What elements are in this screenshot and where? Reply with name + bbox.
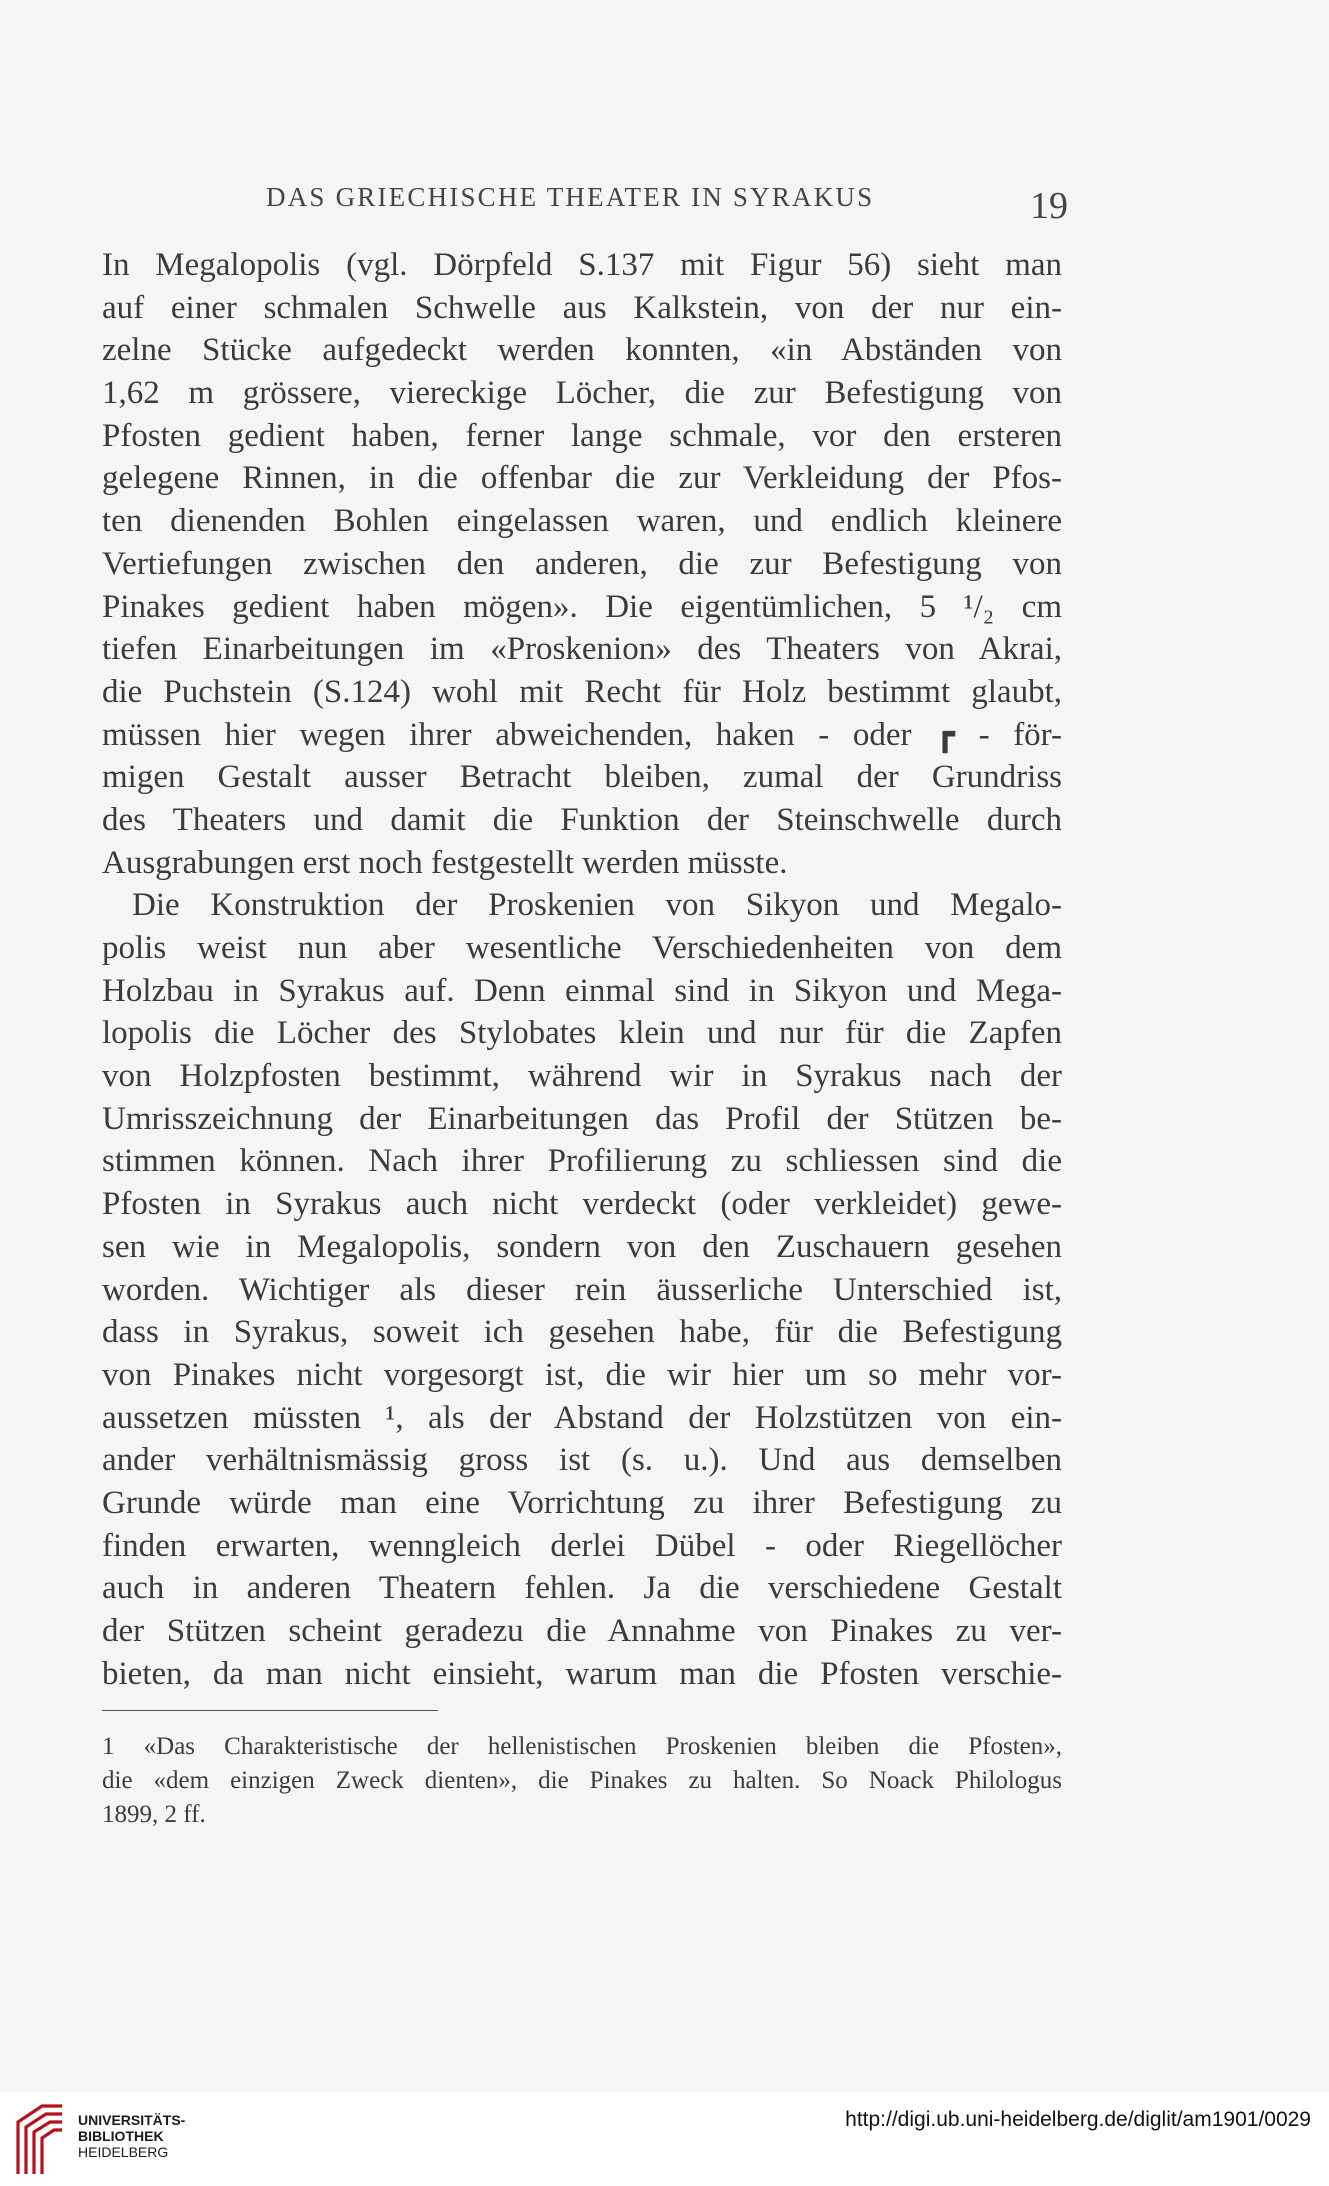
footnote-line: die «dem einzigen Zweck dienten», die Pinakes zu halten. So Noack Philologus: [102, 1767, 1062, 1794]
digitization-footer: [0, 2092, 1329, 2186]
library-name-line: UNIVERSITÄTS-: [78, 2112, 186, 2128]
text-line: Ausgrabungen erst noch festgestellt werden müsste.: [102, 844, 788, 881]
text-line: worden. Wichtiger als dieser rein äusserliche Unterschied ist,: [102, 1271, 1062, 1308]
footnotes: [102, 1730, 1062, 1832]
text-line: aussetzen müssten ¹, als der Abstand der Holzstützen von ein-: [102, 1399, 1062, 1436]
text-line: Pfosten gedient haben, ferner lange schmale, vor den ersteren: [102, 417, 1062, 454]
body-text: [102, 244, 1062, 1695]
text-line: von Pinakes nicht vorgesorgt ist, die wir hier um so mehr vor-: [102, 1356, 1062, 1393]
text-line: der Stützen scheint geradezu die Annahme von Pinakes zu ver-: [102, 1613, 1062, 1649]
text-line: die Puchstein (S.124) wohl mit Recht für Holz bestimmt glaubt,: [102, 673, 1062, 710]
library-logo-icon: [12, 2100, 68, 2178]
text-line: polis weist nun aber wesentliche Verschiedenheiten von dem: [102, 930, 1062, 966]
source-url-link[interactable]: http://digi.ub.uni-heidelberg.de/diglit/am1901/0029: [845, 2108, 1311, 2131]
page-number: 19: [1030, 185, 1068, 227]
text-line: migen Gestalt ausser Betracht bleiben, zumal der Grundriss: [102, 759, 1062, 796]
library-name-line: HEIDELBERG: [78, 2144, 169, 2160]
text-line: dass in Syrakus, soweit ich gesehen habe, für die Befestigung: [102, 1314, 1062, 1351]
text-line: gelegene Rinnen, in die offenbar die zur Verkleidung der Pfos-: [102, 460, 1062, 497]
text-line: stimmen können. Nach ihrer Profilierung zu schliessen sind die: [102, 1143, 1062, 1180]
text-line: tiefen Einarbeitungen im «Proskenion» des Theaters von Akrai,: [102, 631, 1062, 668]
text-line: zelne Stücke aufgedeckt werden konnten, «in Abständen von: [102, 332, 1062, 369]
text-line: Pfosten in Syrakus auch nicht verdeckt (oder verkleidet) gewe-: [102, 1186, 1062, 1223]
text-line: des Theaters und damit die Funktion der Steinschwelle durch: [102, 801, 1062, 838]
text-line: In Megalopolis (vgl. Dörpfeld S.137 mit Figur 56) sieht man: [102, 247, 1062, 283]
text-line: Holzbau in Syrakus auf. Denn einmal sind in Sikyon und Mega-: [102, 972, 1062, 1009]
text-line: Grunde würde man eine Vorrichtung zu ihrer Befestigung zu: [102, 1484, 1062, 1521]
library-name: [78, 2112, 185, 2160]
text-line: lopolis die Löcher des Stylobates klein und nur für die Zapfen: [102, 1015, 1062, 1052]
footnote-line: 1899, 2 ff.: [102, 1801, 206, 1828]
text-line: müssen hier wegen ihrer abweichenden, haken - oder ┏ - för-: [102, 716, 1062, 753]
text-line: 1,62 m grössere, viereckige Löcher, die zur Befestigung von: [102, 375, 1062, 412]
text-line: sen wie in Megalopolis, sondern von den Zuschauern gesehen: [102, 1228, 1062, 1265]
text-line: ten dienenden Bohlen eingelassen waren, und endlich kleinere: [102, 503, 1062, 540]
text-line: Die Konstruktion der Proskenien von Sikyon und Megalo-: [132, 887, 1062, 924]
text-line: finden erwarten, wenngleich derlei Dübel - oder Riegellöcher: [102, 1527, 1062, 1564]
text-line: bieten, da man nicht einsieht, warum man die Pfosten verschie-: [102, 1655, 1062, 1692]
running-head: [0, 182, 1329, 227]
text-line: ander verhältnismässig gross ist (s. u.). Und aus demselben: [102, 1442, 1062, 1479]
footnote-divider: [102, 1710, 438, 1711]
text-line: Vertiefungen zwischen den anderen, die zur Befestigung von: [102, 545, 1062, 582]
text-line: auf einer schmalen Schwelle aus Kalkstein, von der nur ein-: [102, 289, 1062, 326]
text-line: Pinakes gedient haben mögen». Die eigentümlichen, 5 ¹/₂ cm: [102, 588, 1062, 625]
text-line: von Holzpfosten bestimmt, während wir in Syrakus nach der: [102, 1058, 1062, 1095]
footnote-line: 1 «Das Charakteristische der hellenistischen Proskenien bleiben die Pfosten»,: [102, 1733, 1062, 1760]
text-line: Umrisszeichnung der Einarbeitungen das Profil der Stützen be-: [102, 1100, 1062, 1137]
text-line: auch in anderen Theatern fehlen. Ja die verschiedene Gestalt: [102, 1570, 1062, 1607]
running-title: DAS GRIECHISCHE THEATER IN SYRAKUS: [266, 182, 875, 212]
library-name-line: BIBLIOTHEK: [78, 2128, 164, 2144]
